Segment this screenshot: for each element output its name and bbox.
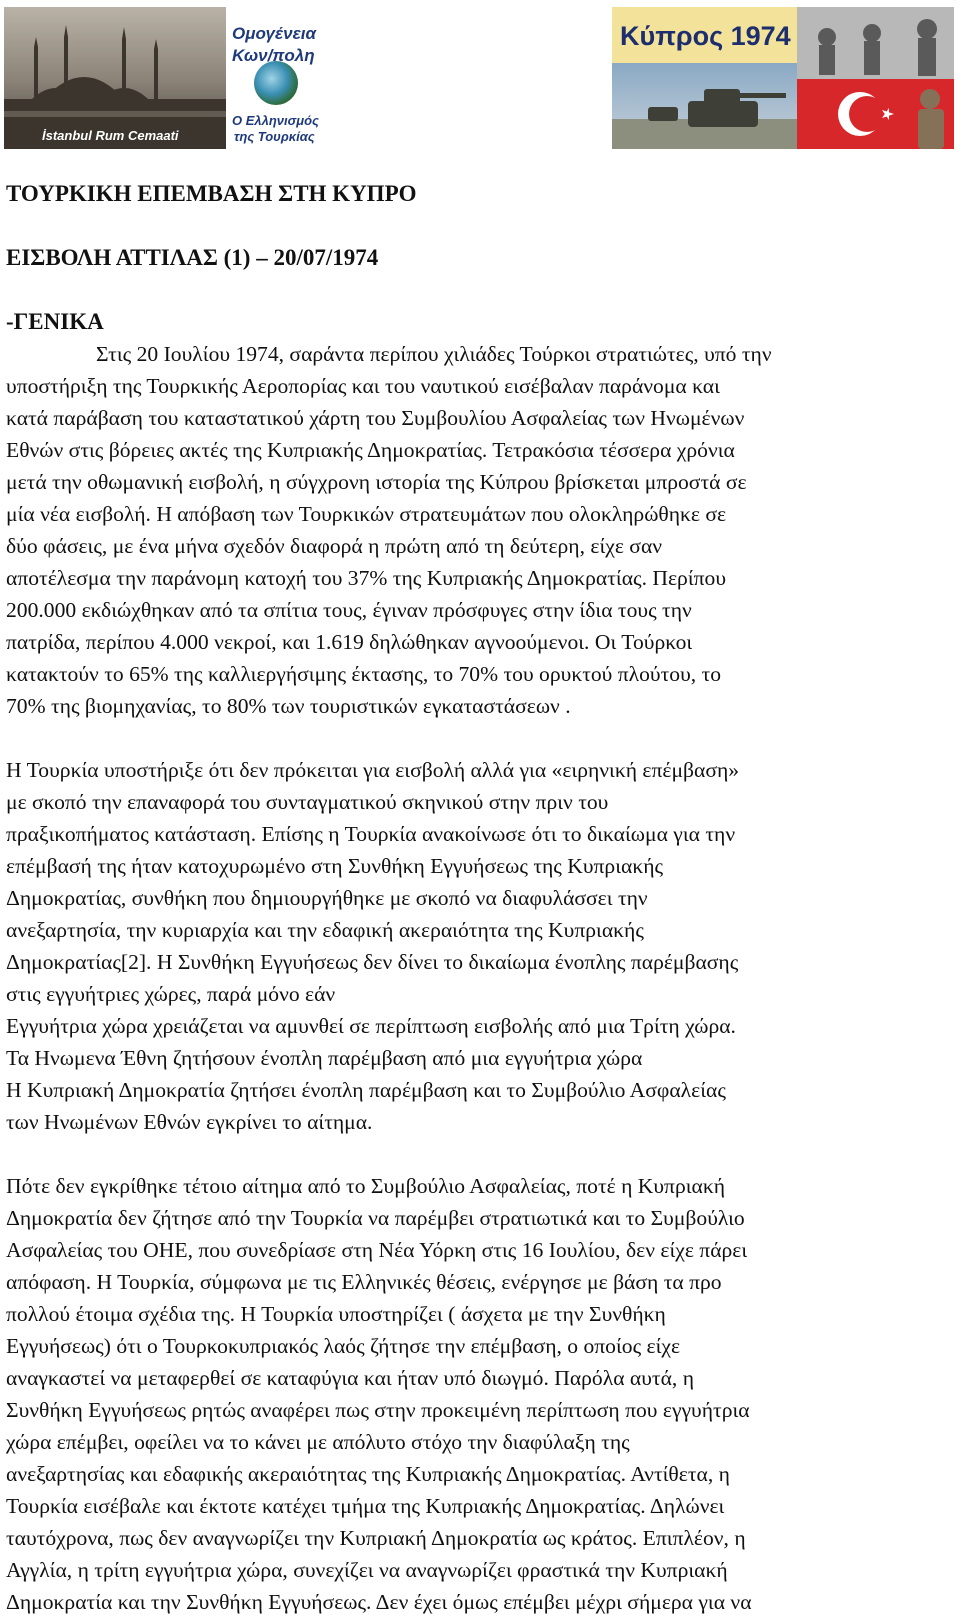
banner-title-line1: Ομογένεια [232,24,316,43]
paragraph-line: Δημοκρατίας, συνθήκη που δημιουργήθηκε με σκοπό να διαφυλάσσει την [6,886,648,910]
header-banner-cyprus-1974 [612,7,954,149]
header-banner-omogeneia [4,7,342,149]
paragraph-line: κατά παράβαση του καταστατικού χάρτη του Συμβουλίου Ασφαλείας των Ηνωμένων [6,406,745,430]
paragraph-line: ταυτόχρονα, πως δεν αναγνωρίζει την Κυπριακή Δημοκρατία ως κράτος. Επιπλέον, η [6,1526,746,1550]
paragraph [6,338,954,722]
banner-cyprus-title: Κύπρος 1974 [620,21,791,51]
paragraph-gap [6,1138,954,1170]
paragraph-line: Συνθήκη Εγγυήσεως ρητώς αναφέρει πως στην προκειμένη περίπτωση που εγγυήτρια [6,1398,750,1422]
paragraph-line: Εγγυήσεως) ότι ο Τουρκοκυπριακός λαός ζήτησε την επέμβαση, ο οποίος είχε [6,1334,681,1358]
banner-subtitle-line2: της Τουρκίας [234,129,315,144]
paragraph [6,754,954,1138]
banner-subtitle-line1: Ο Ελληνισμός [232,113,319,128]
banner-caption: İstanbul Rum Cemaati [42,128,179,143]
paragraph-line: απόφαση. Η Τουρκία, σύμφωνα με τις Ελληνικές θέσεις, ενέργησε με βάση τα προ [6,1270,722,1294]
cyprus-1974-collage-image [612,7,954,149]
paragraph-line: Δημοκρατία και την Συνθήκη Εγγυήσεως. Δεν έχει όμως επέμβει μέχρι σήμερα για να [6,1590,752,1614]
article-title: ΤΟΥΡΚΙΚΗ ΕΠΕΜΒΑΣΗ ΣΤΗ ΚΥΠΡΟ [6,181,417,206]
paragraph-line: αναγκαστεί να μεταφερθεί σε καταφύγια και ήταν υπό διωγμό. Παρόλα αυτά, η [6,1366,694,1390]
paragraph-line: πραξικοπήματος κατάσταση. Επίσης η Τουρκία ανακοίνωσε ότι το δικαίωμα για την [6,822,736,846]
paragraph-line: Δημοκρατίας[2]. Η Συνθήκη Εγγυήσεως δεν δίνει το δικαίωμα ένοπλης παρέμβασης [6,950,739,974]
paragraph-line: Τα Ηνωμενα Έθνη ζητήσουν ένοπλη παρέμβαση από μια εγγυήτρια χώρα [6,1046,643,1070]
paragraph-line: πατρίδα, περίπου 4.000 νεκροί, και 1.619 δηλώθηκαν αγνοούμενοι. Οι Τούρκοι [6,630,693,654]
paragraph-line: 200.000 εκδιώχθηκαν από τα σπίτια τους, έγιναν πρόσφυγες στην ίδια τους την [6,598,692,622]
paragraph [6,1170,954,1618]
section-heading: -ΓΕΝΙΚΑ [6,309,104,334]
paragraph-line: μία νέα εισβολή. Η απόβαση των Τουρκικών στρατευμάτων που ολοκληρώθηκε σε [6,502,727,526]
banner-title-line2: Κων/πολη [232,46,315,65]
paragraph-line: Πότε δεν εγκρίθηκε τέτοιο αίτημα από το Συμβούλιο Ασφαλείας, ποτέ η Κυπριακή [6,1174,726,1198]
paragraph-line: 70% της βιομηχανίας, το 80% των τουριστικών εγκαταστάσεων . [6,694,571,718]
paragraph-line: Τουρκία εισέβαλε και έκτοτε κατέχει τμήμα της Κυπριακής Δημοκρατίας. Δηλώνει [6,1494,725,1518]
paragraph-line: Αγγλία, η τρίτη εγγυήτρια χώρα, συνεχίζει να αναγνωρίζει φραστικά την Κυπριακή [6,1558,728,1582]
istanbul-skyline-image [4,7,342,149]
paragraph-line: αποτέλεσμα την παράνομη κατοχή του 37% της Κυπριακής Δημοκρατίας. Περίπου [6,566,727,590]
paragraph-line: στις εγγυήτριες χώρες, παρά μόνο εάν [6,982,336,1006]
globe-icon [254,61,298,105]
paragraph-line: Στις 20 Ιουλίου 1974, σαράντα περίπου χιλιάδες Τούρκοι στρατιώτες, υπό την [96,342,772,366]
paragraph-line: χώρα επέμβει, οφείλει να το κάνει με απόλυτο στόχο την διαφύλαξη της [6,1430,630,1454]
paragraph-line: πολλού έτοιμα σχέδια της. Η Τουρκία υποστηρίζει ( άσχετα με την Συνθήκη [6,1302,666,1326]
paragraph-line: Εγγυήτρια χώρα χρειάζεται να αμυνθεί σε περίπτωση εισβολής από μια Τρίτη χώρα. [6,1014,736,1038]
paragraph-gap [6,722,954,754]
paragraph-line: των Ηνωμένων Εθνών εγκρίνει το αίτημα. [6,1110,373,1134]
article-subtitle: ΕΙΣΒΟΛΗ ΑΤΤΙΛΑΣ (1) – 20/07/1974 [6,245,379,270]
article-body [6,338,954,1618]
paragraph-line: Δημοκρατία δεν ζήτησε από την Τουρκία να παρέμβει στρατιωτικά και το Συμβούλιο [6,1206,745,1230]
paragraph-line: μετά την οθωμανική εισβολή, η σύγχρονη ιστορία της Κύπρου βρίσκεται μπροστά σε [6,470,747,494]
paragraph-line: δύο φάσεις, με ένα μήνα σχεδόν διαφορά η πρώτη από τη δεύτερη, είχε σαν [6,534,663,558]
paragraph-line: Ασφαλείας του ΟΗΕ, που συνεδρίασε στη Νέα Υόρκη στις 16 Ιουλίου, δεν είχε πάρει [6,1238,748,1262]
paragraph-line: Η Τουρκία υποστήριξε ότι δεν πρόκειται για εισβολή αλλά για «ειρηνική επέμβαση» [6,758,740,782]
paragraph-line: Εθνών στις βόρειες ακτές της Κυπριακής Δημοκρατίας. Τετρακόσια τέσσερα χρόνια [6,438,735,462]
paragraph-line: με σκοπό την επαναφορά του συνταγματικού σκηνικού στην πριν του [6,790,609,814]
paragraph-line: Η Κυπριακή Δημοκρατία ζητήσει ένοπλη παρέμβαση και το Συμβούλιο Ασφαλείας [6,1078,726,1102]
paragraph-line: υποστήριξη της Τουρκικής Αεροπορίας και του ναυτικού εισέβαλαν παράνομα και [6,374,720,398]
paragraph-line: ανεξαρτησία, την κυριαρχία και την εδαφική ακεραιότητα της Κυπριακής [6,918,644,942]
paragraph-line: ανεξαρτησίας και εδαφικής ακεραιότητας της Κυπριακής Δημοκρατίας. Αντίθετα, η [6,1462,730,1486]
paragraph-line: κατακτούν το 65% της καλλιεργήσιμης έκτασης, το 70% του ορυκτού πλούτου, το [6,662,722,686]
paragraph-line: επέμβασή της ήταν κατοχυρωμένο στη Συνθήκη Εγγυήσεως της Κυπριακής [6,854,664,878]
